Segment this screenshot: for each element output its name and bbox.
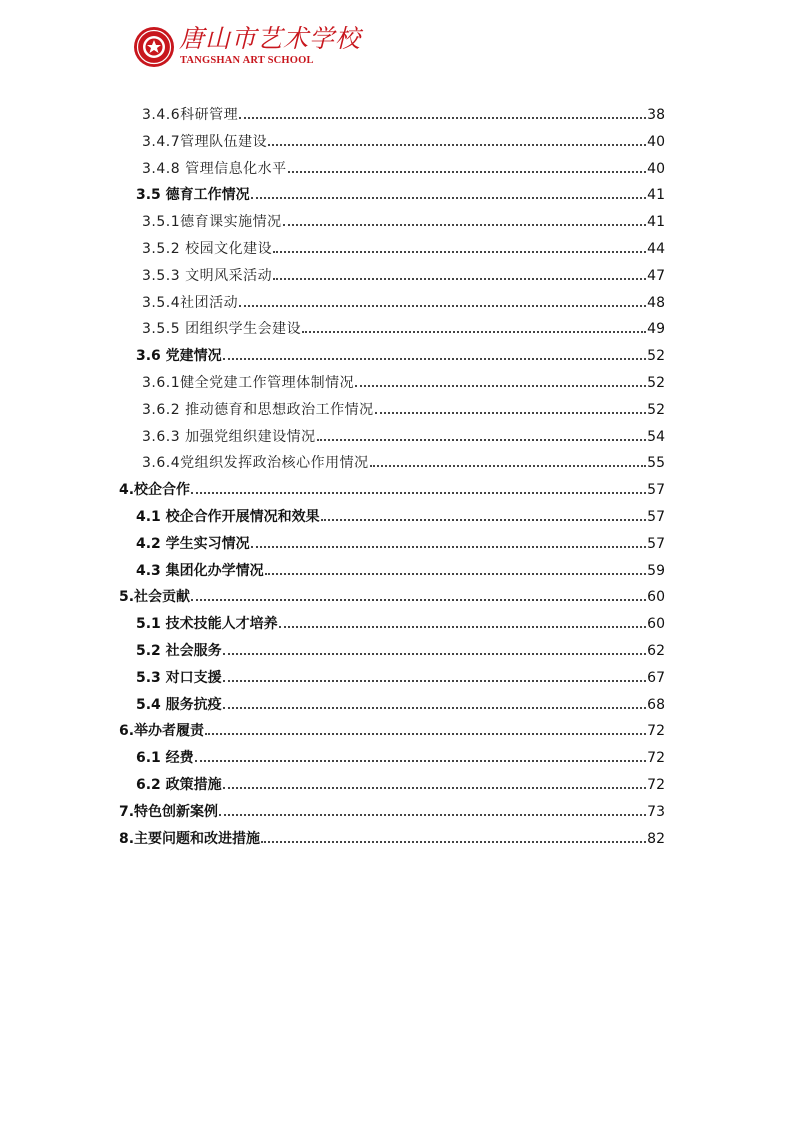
toc-entry-title: 3.4.6科研管理 <box>142 107 239 123</box>
toc-entry-title: 6.举办者履责 <box>119 723 205 740</box>
toc-entry-title: 6.2 政策措施 <box>136 777 222 793</box>
toc-entry-page: 57 <box>647 509 665 525</box>
toc-entry-title: 3.5.4社团活动 <box>142 294 239 311</box>
toc-entry-page: 52 <box>647 348 665 365</box>
toc-entry-page: 72 <box>647 723 665 740</box>
toc-entry[interactable] <box>142 98 665 124</box>
toc-leader-dots <box>191 599 646 601</box>
toc-entry-title: 3.5.1德育课实施情况 <box>142 214 282 231</box>
toc-leader-dots <box>191 492 646 494</box>
toc-entry-page: 49 <box>647 321 665 338</box>
toc-entry[interactable] <box>119 473 665 499</box>
toc-leader-dots <box>251 197 646 199</box>
toc-entry-title: 8.主要问题和改进措施 <box>119 830 261 847</box>
toc-leader-dots <box>273 251 646 253</box>
toc-leader-dots <box>223 787 646 789</box>
toc-entry-page: 72 <box>647 750 665 767</box>
toc-entry[interactable] <box>142 232 665 258</box>
toc-entry[interactable] <box>119 822 665 848</box>
toc-entry[interactable] <box>136 178 665 204</box>
toc-entry-title: 3.5.5 团组织学生会建设 <box>142 321 302 338</box>
toc-entry-title: 3.5.2 校园文化建设 <box>142 241 273 257</box>
toc-entry[interactable] <box>136 661 665 687</box>
toc-leader-dots <box>195 760 646 762</box>
toc-leader-dots <box>279 626 646 628</box>
toc-leader-dots <box>239 305 646 307</box>
toc-entry[interactable] <box>142 446 665 472</box>
toc-entry-page: 67 <box>647 669 665 686</box>
toc-entry-title: 5.2 社会服务 <box>136 643 222 659</box>
toc-entry-title: 3.6.1健全党建工作管理体制情况 <box>142 375 355 391</box>
toc-leader-dots <box>239 117 646 119</box>
toc-leader-dots <box>265 573 646 575</box>
toc-entry-page: 59 <box>647 562 665 579</box>
toc-entry-page: 47 <box>647 267 665 284</box>
toc-entry-page: 72 <box>647 777 665 793</box>
toc-entry-title: 3.6.2 推动德育和思想政治工作情况 <box>142 401 374 418</box>
toc-entry[interactable] <box>136 768 665 794</box>
toc-leader-dots <box>355 385 646 387</box>
toc-leader-dots <box>321 519 646 521</box>
toc-entry[interactable] <box>142 205 665 231</box>
toc-entry-page: 40 <box>647 160 665 177</box>
school-name-en: TANGSHAN ART SCHOOL <box>180 55 314 66</box>
toc-entry-title: 4.2 学生实习情况 <box>136 535 250 552</box>
toc-entry[interactable] <box>136 527 665 553</box>
toc-leader-dots <box>268 144 646 146</box>
toc-entry[interactable] <box>142 312 665 338</box>
toc-entry-page: 38 <box>647 107 665 123</box>
toc-entry[interactable] <box>142 125 665 151</box>
toc-entry[interactable] <box>136 741 665 767</box>
toc-entry-page: 60 <box>647 616 665 633</box>
toc-entry-title: 3.6 党建情况 <box>136 348 222 365</box>
toc-entry-title: 5.社会贡献 <box>119 589 191 606</box>
toc-entry-title: 3.4.8 管理信息化水平 <box>142 160 287 177</box>
toc-leader-dots <box>219 814 646 816</box>
toc-leader-dots <box>223 680 646 682</box>
toc-entry-page: 52 <box>647 375 665 391</box>
toc-entry-page: 48 <box>647 294 665 311</box>
toc-entry-page: 55 <box>647 455 665 472</box>
toc-entry[interactable] <box>136 339 665 365</box>
toc-entry-page: 57 <box>647 535 665 552</box>
toc-entry[interactable] <box>142 286 665 312</box>
toc-entry-page: 73 <box>647 803 665 820</box>
toc-leader-dots <box>370 465 647 467</box>
toc-entry-page: 68 <box>647 696 665 713</box>
toc-entry-page: 60 <box>647 589 665 606</box>
toc-entry[interactable] <box>142 420 665 446</box>
toc-entry-title: 3.4.7管理队伍建设 <box>142 133 268 150</box>
toc-entry-title: 5.4 服务抗疫 <box>136 696 222 713</box>
toc-entry-page: 52 <box>647 401 665 418</box>
toc-entry-page: 82 <box>647 830 665 847</box>
school-logo <box>133 24 362 70</box>
toc-leader-dots <box>251 546 646 548</box>
school-name-cn: 唐山市艺术学校 <box>179 24 362 53</box>
toc-entry[interactable] <box>136 634 665 660</box>
toc-leader-dots <box>317 439 647 441</box>
toc-leader-dots <box>205 733 646 735</box>
toc-leader-dots <box>223 358 646 360</box>
toc-leader-dots <box>223 653 646 655</box>
toc-entry[interactable] <box>142 393 665 419</box>
toc-entry-title: 3.6.3 加强党组织建设情况 <box>142 428 316 445</box>
toc-entry[interactable] <box>142 259 665 285</box>
toc-entry[interactable] <box>136 607 665 633</box>
toc-entry-title: 3.6.4党组织发挥政治核心作用情况 <box>142 455 369 472</box>
toc-leader-dots <box>288 171 647 173</box>
toc-entry[interactable] <box>119 714 665 740</box>
toc-leader-dots <box>302 331 646 333</box>
toc-entry-title: 6.1 经费 <box>136 750 194 767</box>
toc-entry[interactable] <box>136 688 665 714</box>
toc-entry-title: 4.校企合作 <box>119 482 191 499</box>
toc-entry-title: 5.1 技术技能人才培养 <box>136 616 278 633</box>
toc-entry-page: 57 <box>647 482 665 499</box>
toc-entry-title: 7.特色创新案例 <box>119 803 219 820</box>
toc-entry-title: 4.3 集团化办学情况 <box>136 562 264 579</box>
toc-entry[interactable] <box>136 500 665 526</box>
toc-entry-page: 44 <box>647 241 665 257</box>
toc-entry-title: 3.5.3 文明风采活动 <box>142 267 273 284</box>
toc-leader-dots <box>223 707 646 709</box>
toc-entry-title: 5.3 对口支援 <box>136 669 222 686</box>
toc-entry-page: 41 <box>647 187 665 204</box>
toc-entry-page: 62 <box>647 643 665 659</box>
toc-leader-dots <box>375 412 647 414</box>
school-seal-icon <box>133 26 175 68</box>
toc-entry-page: 54 <box>647 428 665 445</box>
toc-leader-dots <box>283 224 647 226</box>
toc-entry[interactable] <box>136 554 665 580</box>
toc-entry-page: 40 <box>647 133 665 150</box>
toc-entry-page: 41 <box>647 214 665 231</box>
toc-entry-title: 3.5 德育工作情况 <box>136 187 250 204</box>
toc-entry[interactable] <box>142 366 665 392</box>
toc-entry[interactable] <box>142 152 665 178</box>
toc-entry[interactable] <box>119 795 665 821</box>
toc-entry-title: 4.1 校企合作开展情况和效果 <box>136 509 320 525</box>
school-brand <box>179 24 362 70</box>
toc-leader-dots <box>261 841 646 843</box>
toc-entry[interactable] <box>119 580 665 606</box>
toc-leader-dots <box>273 278 646 280</box>
